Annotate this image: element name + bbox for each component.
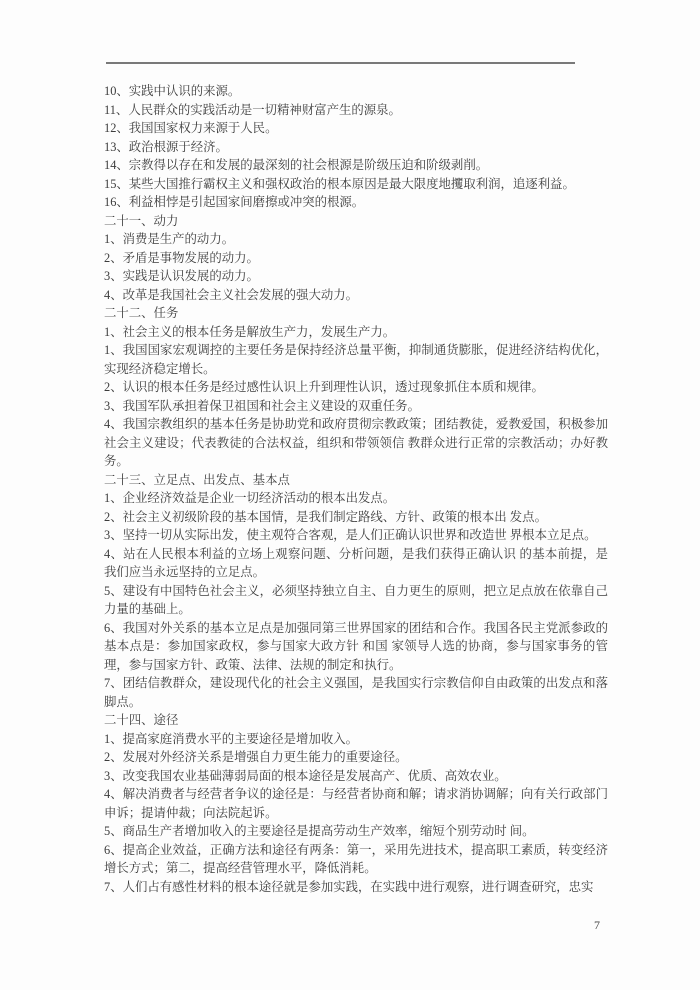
list-item: 4、改革是我国社会主义社会发展的强大动力。 (104, 287, 359, 302)
list-item: 1、社会主义的根本任务是解放生产力，发展生产力。 (104, 324, 396, 339)
list-item: 2、认识的根本任务是经过感性认识上升到理性认识，透过现象抓住本质和规律。 (104, 380, 544, 394)
list-item: 4、我国宗教组织的基本任务是协助党和政府贯彻宗教政策；团结教徒，爱教爱国，积极参加社会主义建设；代表教徒的合法权益，组织和带领领信 教群众进行正常的宗教活动；办好教务。 (104, 417, 608, 468)
list-item: 2、社会主义初级阶段的基本国情，是我们制定路线、方针、政策的根本出 发点。 (104, 509, 547, 524)
list-item: 5、商品生产者增加收入的主要途径是提高劳动生产效率，缩短个别劳动时 间。 (104, 824, 535, 838)
list-item: 16、利益相悖是引起国家间磨擦或冲突的根源。 (104, 195, 365, 209)
list-item: 3、我国军队承担着保卫祖国和社会主义建设的双重任务。 (104, 398, 420, 413)
list-item: 14、宗教得以存在和发展的最深刻的社会根源是阶级压迫和阶级剥削。 (104, 158, 489, 172)
list-item: 7、团结信教群众，建设现代化的社会主义强国，是我国实行宗教信仰自由政策的出发点和落脚点。 (104, 676, 608, 709)
list-item: 3、坚持一切从实际出发，使主观符合客观，是人们正确认识世界和改造世 界根本立足点。 (104, 528, 597, 542)
header-rule (106, 62, 575, 64)
list-item: 4、解决消费者与经营者争议的途径是：与经营者协商和解；请求消协调解；向有关行政部门申诉；提请仲裁；向法院起诉。 (104, 787, 608, 820)
list-item: 13、政治根源于经济。 (104, 139, 228, 154)
list-item: 3、改变我国农业基础薄弱局面的根本途径是发展高产、优质、高效农业。 (104, 768, 507, 783)
list-item: 6、提高企业效益，正确方法和途径有两条：第一，采用先进技术，提高职工素质，转变经济增长方式；第二，提高经营管理水平，降低消耗。 (104, 842, 608, 875)
list-item: 3、实践是认识发展的动力。 (104, 269, 259, 283)
list-item: 4、站在人民根本利益的立场上观察问题、分析问题，是我们获得正确认识 的基本前提，是我们应当永远坚持的立足点。 (104, 546, 608, 579)
page-number: 7 (594, 918, 600, 932)
list-item: 5、建设有中国特色社会主义，必须坚持独立自主、自力更生的原则，把立足点放在依靠自己力量的基础上。 (104, 583, 608, 616)
document-body (104, 82, 608, 896)
list-item: 10、实践中认识的来源。 (104, 84, 241, 98)
list-item: 1、我国国家宏观调控的主要任务是保持经济总量平衡，抑制通货膨胀，促进经济结构优化，实现经济稳定增长。 (104, 343, 608, 376)
list-item: 2、矛盾是事物发展的动力。 (104, 250, 259, 265)
list-item: 1、企业经济效益是企业一切经济活动的根本出发点。 (104, 491, 396, 505)
list-item: 15、某些大国推行霸权主义和强权政治的根本原因是最大限度地攫取利润，追逐利益。 (104, 176, 575, 191)
list-item: 1、提高家庭消费水平的主要途径是增加收入。 (104, 731, 359, 746)
list-item: 12、我国国家权力来源于人民。 (104, 121, 278, 135)
section-heading: 二十四、途径 (104, 713, 179, 727)
section-heading: 二十三、立足点、出发点、基本点 (104, 472, 290, 487)
list-item: 7、人们占有感性材料的根本途径就是参加实践，在实践中进行观察，进行调查研究，忠实 (104, 879, 594, 894)
section-heading: 二十一、动力 (104, 213, 179, 228)
list-item: 6、我国对外关系的基本立足点是加强同第三世界国家的团结和合作。我国各民主党派参政的基本点是：参加国家政权，参与国家大政方针 和国 家领导人选的协商，参与国家事务的管理，参与国家方针、政策、法律、法规的制定和执行。 (104, 620, 608, 672)
list-item: 11、人民群众的实践活动是一切精神财富产生的源泉。 (104, 102, 401, 117)
list-item: 2、发展对外经济关系是增强自力更生能力的重要途径。 (104, 750, 408, 764)
section-heading: 二十二、任务 (104, 306, 179, 320)
list-item: 1、消费是生产的动力。 (104, 232, 235, 246)
